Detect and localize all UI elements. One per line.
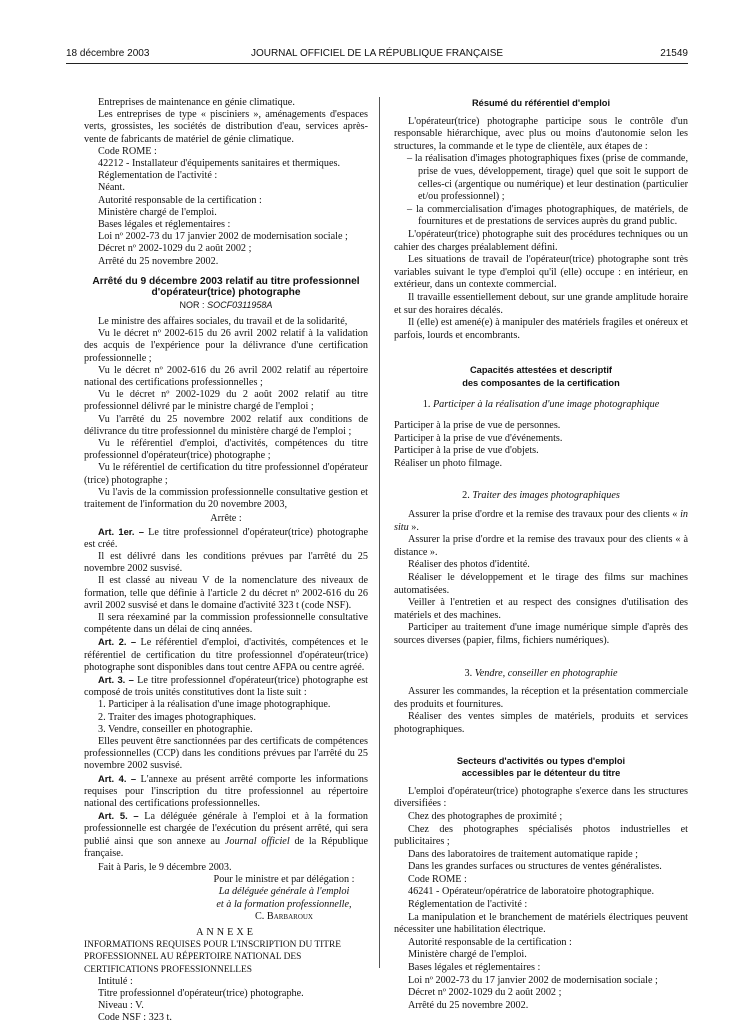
resume-para: Il (elle) est amené(e) à manipuler des matériels fragiles et onéreux et parfois, lourds et encombrants. [394,317,688,341]
article-1-para: Il sera réexaminé par la commission professionnelle consultative compétente dans un délai de cinq années. [84,611,368,636]
article-3-item: 1. Participer à la réalisation d'une image photographique. [98,699,331,711]
article-5-label: Art. 5. – [98,810,139,822]
article-1 [84,526,368,551]
section-3-title-text: Vendre, conseiller en photographie [474,667,618,679]
capacites-title: Capacités attestées et descriptif [469,365,613,376]
header-rule [66,63,688,64]
article-3-label: Art. 3. – [98,673,134,685]
preamble-line: Vu le référentiel de certification du titre professionnel d'opérateur (trice) photographe ; [84,462,368,486]
fait-a-paris: Fait à Paris, le 9 décembre 2003. [98,861,232,873]
secteurs-line: Réglementation de l'activité : [408,899,528,911]
article-4-text: L'annexe au présent arrêté comporte les informations requises pour l'inscription du titre professionnel au répertoire national des certifications professionnelles. [84,773,368,809]
right-column [394,97,688,1012]
arrete-title: Arrêté du 9 décembre 2003 relatif au titre professionnel d'opérateur(trice) photographe [92,275,360,299]
intro-line: Autorité responsable de la certification : [98,194,262,206]
section-3-item: Assurer les commandes, la réception et la présentation commerciale des produits et fournitures. [394,686,688,710]
resume-title: Résumé du référentiel d'emploi [471,98,611,108]
annexe-title: ANNEXE [196,927,256,938]
article-2-text: Le référentiel d'emploi, d'activités, compétences et le référentiel de certification du titre professionnel d'opérateur(trice) photographe sont disponibles dans tout centre AFPA ou centre agréé. [84,637,368,673]
preamble-line: Vu l'avis de la commission professionnelle consultative gestion et traitement de l'information du 20 novembre 2003, [84,486,368,511]
preamble-line: Vu l'arrêté du 25 novembre 2002 relatif aux conditions de délivrance du titre professionnel du ministère chargé de l'emploi ; [84,413,368,437]
annexe-line: Titre professionnel d'opérateur(trice) photographe. [98,988,304,1000]
page-header [66,48,688,62]
article-2-label: Art. 2. – [98,636,137,648]
section-2-item-text-end: ». [408,521,419,533]
resume-para: Il travaille essentiellement debout, sur une grande amplitude horaire et sur des horaires décalés. [394,291,688,316]
resume-dash-item: – la réalisation d'images photographiques fixes (prise de commande, prise de vues, développement, tirage) quel que soit le support de celles-ci (argentique ou numérique) et leur destination (particulier et/ou professionnel) ; [407,153,688,203]
section-1-item: Réaliser un photo filmage. [394,457,503,469]
secteurs-line: L'emploi d'opérateur(trice) photographe s'exerce dans les structures diversifiées : [394,785,688,810]
secteurs-line: Arrêté du 25 novembre 2002. [408,999,529,1011]
article-3-item: 3. Vendre, conseiller en photographie. [98,723,253,735]
resume-para: L'opérateur(trice) photographe suit des procédures techniques ou un cahier des charges préalablement défini. [394,228,688,253]
intro-line: Ministère chargé de l'emploi. [98,206,217,218]
article-3-text: Le titre professionnel d'opérateur(trice) photographe est composé de trois unités constitutives dont la liste suit : [84,674,368,699]
nor-code: SOCF0311958A [207,299,273,310]
intro-line: Entreprises de maintenance en génie climatique. [98,97,295,108]
resume-para: L'opérateur(trice) photographe participe sous le contrôle d'un responsable hiérarchique, avec plus ou moins d'autonomie selon les structures, la commande et le type de clientèle, aux étapes de : [394,115,688,152]
preamble-line: Vu le décret nº 2002-615 du 26 avril 2002 relatif à la validation des acquis de l'expérience pour la délivrance d'une certification professionnelle ; [84,328,368,364]
annexe-line: Intitulé : [98,975,133,987]
section-2-item: Réaliser des photos d'identité. [408,559,530,571]
annexe-heading: INFORMATIONS REQUISES POUR L'INSCRIPTION DU TITRE PROFESSIONNEL AU RÉPERTOIRE NATIONAL DES CERTIFICATIONS PROFESSIONNELLES [84,940,342,975]
left-column [84,97,368,1025]
secteurs-line: Code ROME : [408,873,467,885]
article-5-text-end: de la République française. [84,835,369,859]
preamble-line: Vu le décret nº 2002-616 du 26 avril 2002 relatif au répertoire national des certifications professionnelles ; [84,364,368,389]
capacites-subtitle: des composantes de la certification [462,377,620,388]
article-1-para: Il est délivré dans les conditions prévues par l'arrêté du 25 novembre 2002 susvisé. [84,550,368,575]
intro-line: Décret nº 2002-1029 du 2 août 2002 ; [98,243,252,255]
article-1-label: Art. 1er. – [98,525,144,537]
intro-line: Loi nº 2002-73 du 17 janvier 2002 de modernisation sociale ; [98,231,348,243]
section-2-item-text: Assurer la prise d'ordre et la remise des travaux pour des clients « [408,509,681,521]
article-1-text: Le titre professionnel d'opérateur(trice) photographe est créé. [84,526,369,550]
in-situ-italic: in situ [394,509,688,533]
section-1-title [394,399,688,412]
section-2-number: 2. [462,490,473,502]
resume-dash-item: – la commercialisation d'images photographiques, de matériels, de fournitures et de prestations de services auprès du grand public. [407,203,688,228]
signatory-name: C. Barbaroux [255,910,313,922]
secteurs-title: Secteurs d'activités ou types d'emploi [456,755,626,766]
intro-line: Bases légales et réglementaires : [98,219,231,231]
intro-line: Réglementation de l'activité : [98,170,218,182]
nor-reference [84,299,368,311]
secteurs-subtitle: accessibles par le détenteur du titre [461,768,621,779]
header-date: 18 décembre 2003 [66,48,150,59]
preamble-line: Vu le référentiel d'emploi, d'activités, compétences du titre professionnel d'opérateur(trice) photographe ; [84,438,368,462]
arrete-word: Arrête : [210,513,242,525]
secteurs-line: 46241 - Opérateur/opératrice de laboratoire photographique. [408,886,655,898]
signature-line: et à la formation professionnelle, [216,898,352,910]
section-2-item: Veiller à l'entretien et au respect des consignes d'utilisation des matériels et des machines. [394,597,688,621]
section-1-item: Participer à la prise de vue d'événements. [394,432,563,444]
article-5 [84,810,368,860]
section-3-number: 3. [464,667,475,679]
intro-line: Arrêté du 25 novembre 2002. [98,255,219,267]
secteurs-line: Chez des photographes spécialisés photos industrielles et publicitaires ; [394,823,688,848]
header-journal-title: JOURNAL OFFICIEL DE LA RÉPUBLIQUE FRANÇAISE [250,48,504,59]
preamble-line: Vu le décret nº 2002-1029 du 2 août 2002 relatif au titre professionnel délivré par le ministre chargé de l'emploi ; [84,389,368,413]
intro-line: Les entreprises de type « pisciniers », aménagements d'espaces verts, grossistes, les sociétés de distribution d'eau, services après-vente de fabricants de matériel de génie climatique. [84,109,368,145]
section-2-item: Participer au traitement d'une image numérique simple d'après des sources diverses (papier, films, fichiers numériques). [394,622,688,646]
secteurs-line: La manipulation et le branchement de matériels électriques peuvent nécessiter une habilitation électrique. [394,911,688,936]
section-2-item: Assurer la prise d'ordre et la remise des travaux pour des clients « à distance ». [394,534,688,558]
secteurs-line: Ministère chargé de l'emploi. [408,949,527,961]
section-1-item: Participer à la prise de vue de personnes. [394,420,561,432]
section-1-title-text: Participer à la réalisation d'une image photographique [432,399,660,411]
intro-line: Code ROME : [98,145,157,157]
section-2-title-text: Traiter des images photographiques [472,490,620,502]
secteurs-line: Décret nº 2002-1029 du 2 août 2002 ; [408,987,562,999]
section-2-item [394,509,688,534]
annexe-line: Niveau : V. [98,1000,144,1012]
section-3-title [394,668,688,681]
secteurs-line: Autorité responsable de la certification : [408,936,572,948]
section-2-title [394,490,688,503]
section-1-item: Participer à la prise de vue d'objets. [394,445,539,457]
article-1-para: Il est classé au niveau V de la nomenclature des niveaux de formation, telle que définie à l'article 2 du décret nº 2002-616 du 26 avril 2002 susvisé et dans le domaine d'activité 323 t (code NSF). [84,575,368,611]
column-divider [379,97,380,968]
secteurs-line: Chez des photographes de proximité ; [408,810,563,822]
intro-line: Néant. [98,182,125,194]
section-3-item: Réaliser des ventes simples de matériels, produits et services photographiques. [394,711,688,735]
article-3 [84,674,368,699]
nor-label: NOR : [179,299,208,310]
article-3-item: 2. Traiter des images photographiques. [98,711,256,723]
article-5-text: La déléguée générale à l'emploi et à la formation professionnelle est chargée de l'exécution du présent arrêté, qui sera publié ainsi que son annexe au [84,811,368,847]
header-page-number: 21549 [660,48,688,59]
article-3-after: Elles peuvent être sanctionnées par des certificats de compétences professionnelles (CCP) dans les conditions prévues par l'arrêté du 25 novembre 2002 susvisé. [84,735,368,772]
section-2-item: Réaliser le développement et le tirage des films sur machines automatisées. [394,572,688,596]
intro-line: 42212 - Installateur d'équipements sanitaires et thermiques. [98,158,341,170]
signature-line: La déléguée générale à l'emploi [218,886,350,898]
secteurs-line: Dans des laboratoires de traitement automatique rapide ; [408,848,638,860]
section-1-number: 1. [422,399,433,411]
annexe-line: Code NSF : 323 t. [98,1012,172,1024]
secteurs-line: Loi nº 2002-73 du 17 janvier 2002 de modernisation sociale ; [408,974,658,986]
article-4 [84,773,368,811]
signature-line: Pour le ministre et par délégation : [213,874,355,886]
journal-officiel-italic: Journal officiel [224,835,290,847]
article-2 [84,636,368,674]
article-4-label: Art. 4. – [98,772,137,784]
secteurs-line: Dans les grandes surfaces ou structures de ventes généralistes. [408,861,662,873]
secteurs-line: Bases légales et réglementaires : [408,962,541,974]
resume-para: Les situations de travail de l'opérateur(trice) photographe sont très variables suivant le type d'emploi qu'il (elle) occupe : en intérieur, en extérieur, dans un contexte commercial. [394,254,688,291]
preamble-line: Le ministre des affaires sociales, du travail et de la solidarité, [98,316,348,328]
